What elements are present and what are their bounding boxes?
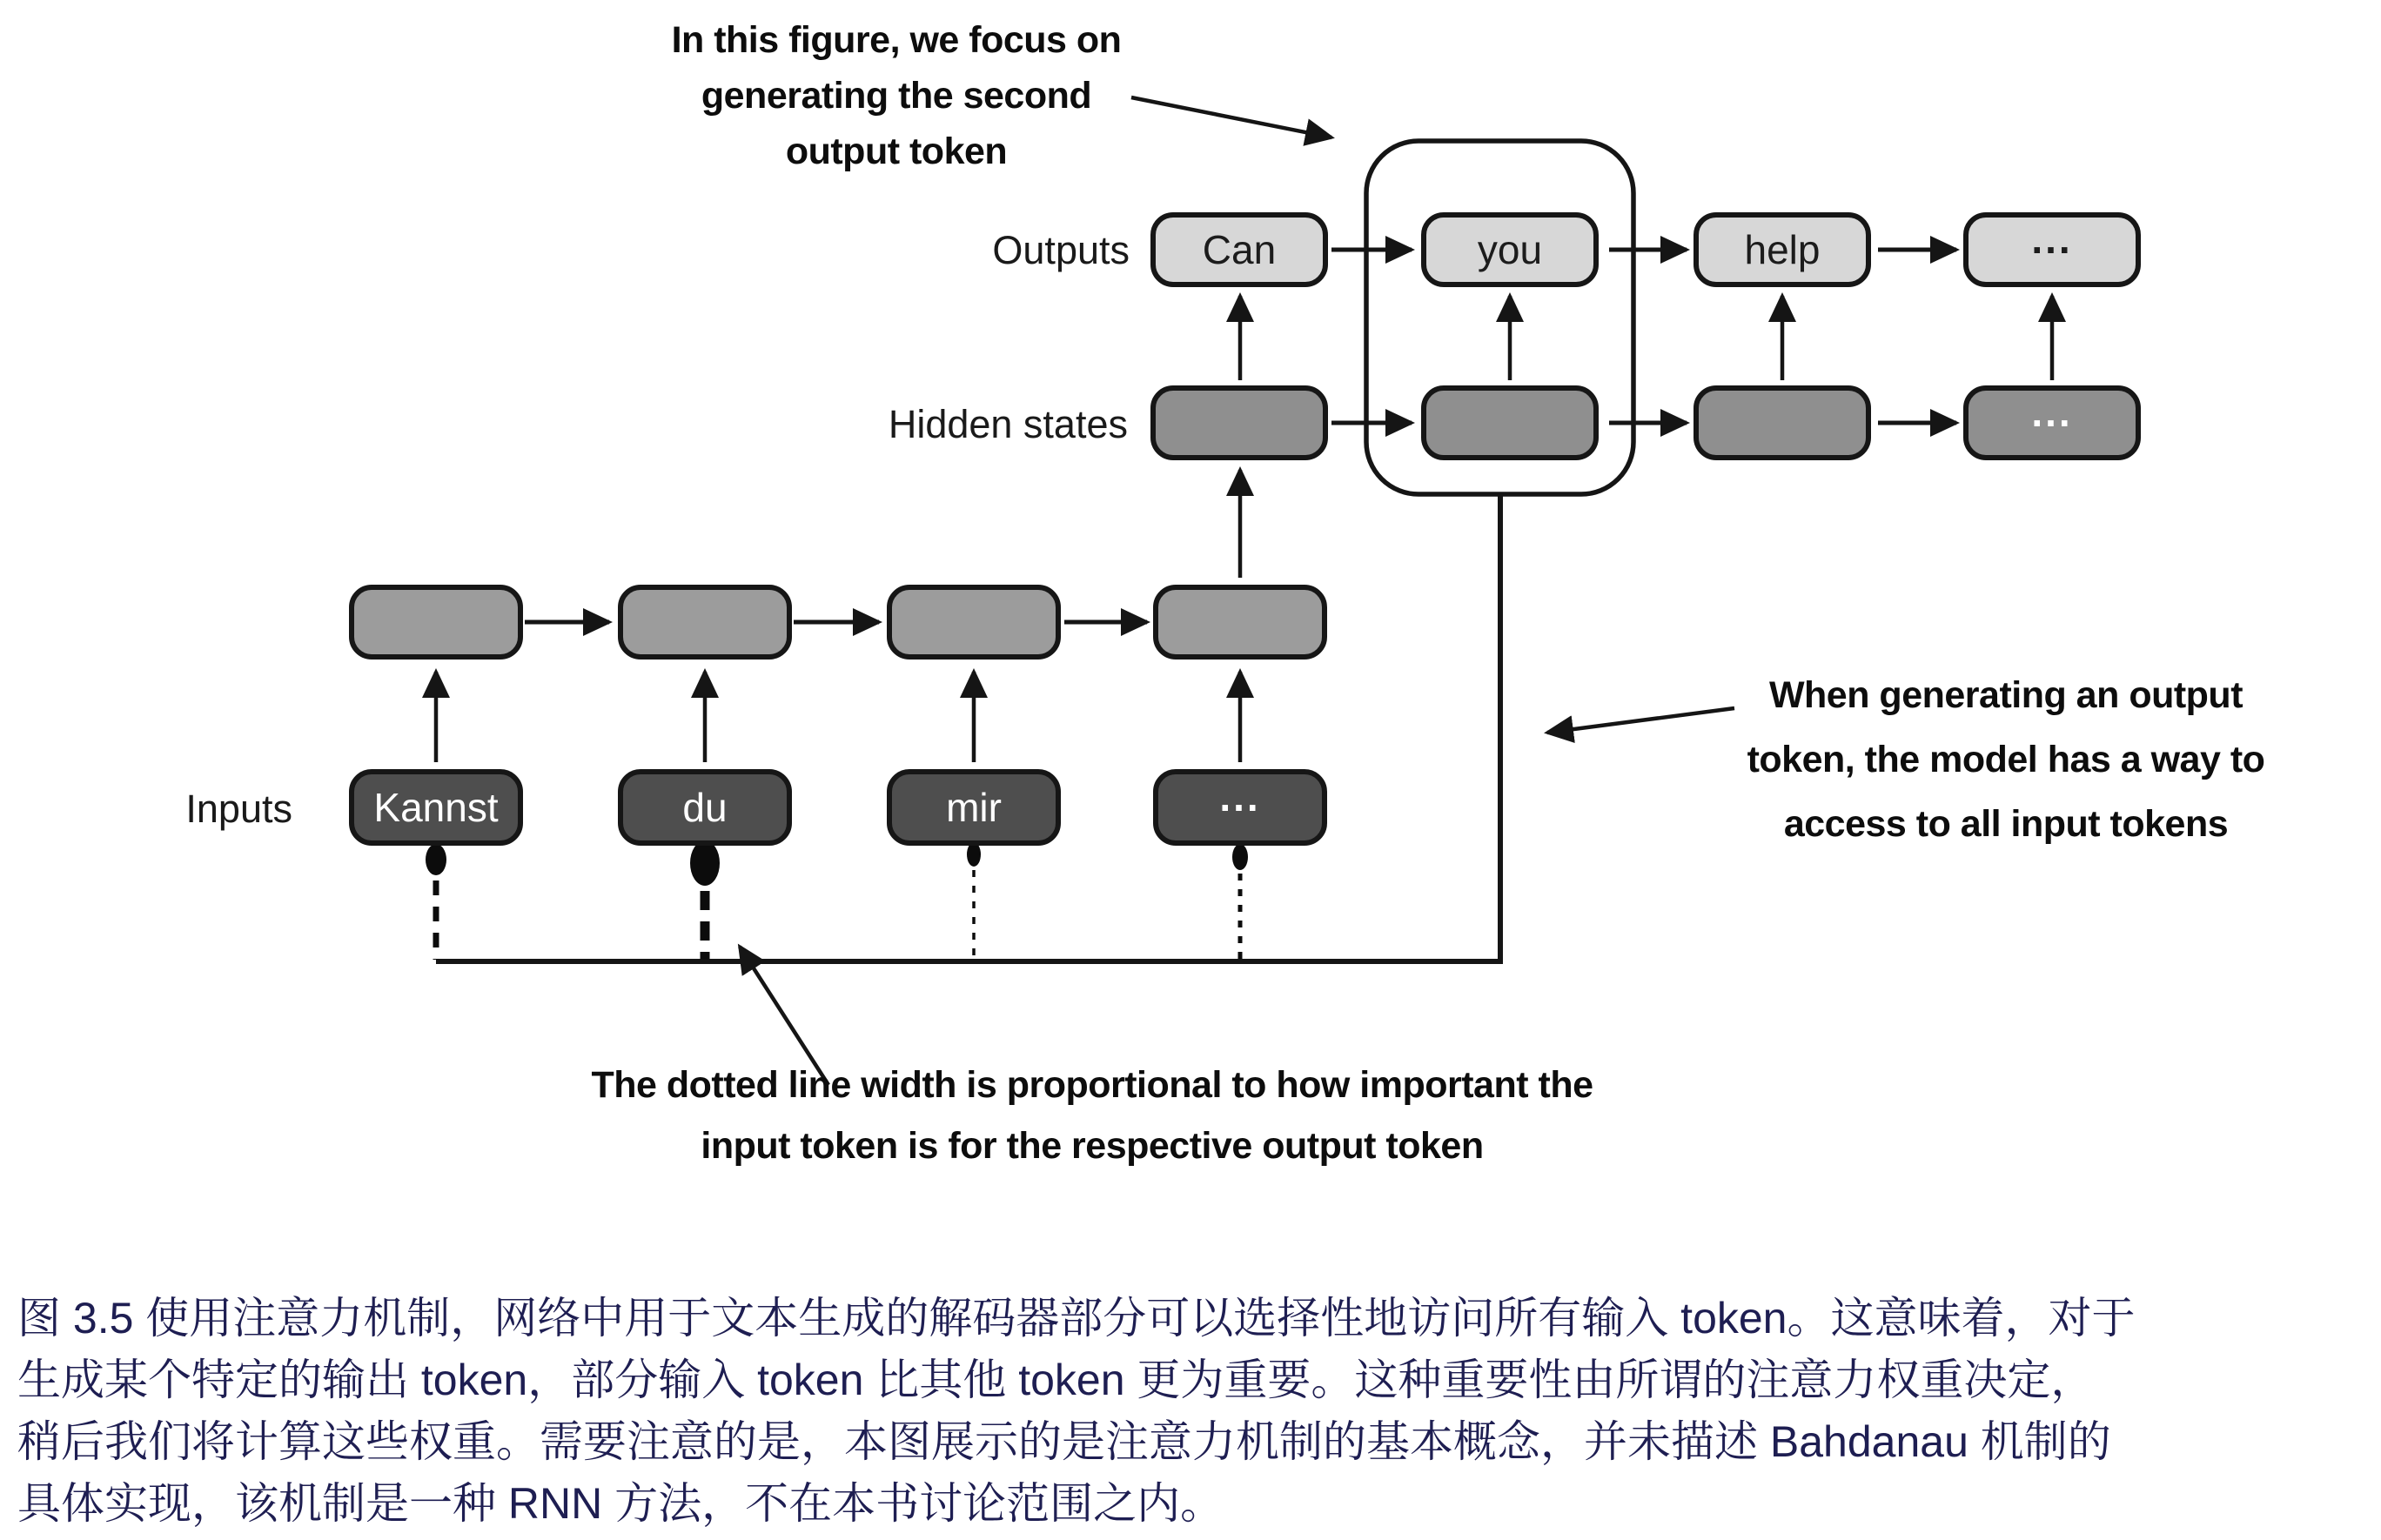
input-token-du: du [618, 769, 792, 846]
right-annotation-line-2: token, the model has a way to [1747, 739, 2265, 780]
attention-dot-etc [1232, 844, 1248, 870]
output-token-help: help [1694, 212, 1871, 287]
hidden-state-box-2 [1421, 385, 1599, 460]
top-annotation [635, 12, 1157, 179]
hidden-state-box-ellipsis: ... [1963, 385, 2141, 460]
output-token-can: Can [1150, 212, 1328, 287]
caption-line-3: 稍后我们将计算这些权重。需要注意的是，本图展示的是注意力机制的基本概念，并未描述 Bahdanau 机制的 [17, 1417, 2111, 1466]
hidden-state-box-1 [1150, 385, 1328, 460]
right-annotation-line-1: When generating an output [1768, 674, 2244, 716]
hidden-state-box-3 [1694, 385, 1871, 460]
figure-caption [17, 1288, 2372, 1535]
attention-access-line [436, 494, 1500, 961]
caption-line-1: 图 3.5 使用注意力机制，网络中用于文本生成的解码器部分可以选择性地访问所有输入 token。这意味着，对于 [17, 1294, 2136, 1342]
input-token-kannst: Kannst [349, 769, 523, 846]
top-annotation-line-1: In this figure, we focus on [671, 19, 1122, 61]
hidden-states-row-label: Hidden states [888, 402, 1128, 446]
input-token-ellipsis: ... [1153, 769, 1327, 846]
input-token-mir: mir [887, 769, 1061, 846]
top-annotation-arrow [1131, 97, 1331, 137]
caption-line-4: 具体实现，该机制是一种 RNN 方法，不在本书讨论范围之内。 [17, 1479, 1224, 1528]
inputs-row-label: Inputs [185, 787, 292, 831]
top-annotation-line-2: generating the second [701, 75, 1092, 117]
attention-dot-du [690, 840, 720, 886]
top-annotation-line-3: output token [785, 131, 1008, 172]
encoder-box-4 [1153, 585, 1327, 660]
bottom-annotation-line-1: The dotted line width is proportional to how important the [591, 1064, 1593, 1106]
outputs-row-label: Outputs [992, 228, 1130, 272]
output-token-ellipsis: ... [1963, 212, 2141, 287]
attention-dot-kannst [426, 844, 446, 875]
encoder-box-3 [887, 585, 1061, 660]
output-token-you: you [1421, 212, 1599, 287]
right-annotation [1706, 663, 2306, 856]
attention-dot-mir [967, 842, 981, 867]
encoder-box-1 [349, 585, 523, 660]
bottom-annotation [461, 1055, 1723, 1176]
caption-line-2: 生成某个特定的输出 token，部分输入 token 比其他 token 更为重要。这种重要性由所谓的注意力权重决定， [17, 1356, 2095, 1404]
bottom-annotation-line-2: input token is for the respective output token [701, 1125, 1484, 1167]
encoder-box-2 [618, 585, 792, 660]
right-annotation-line-3: access to all input tokens [1783, 803, 2229, 845]
